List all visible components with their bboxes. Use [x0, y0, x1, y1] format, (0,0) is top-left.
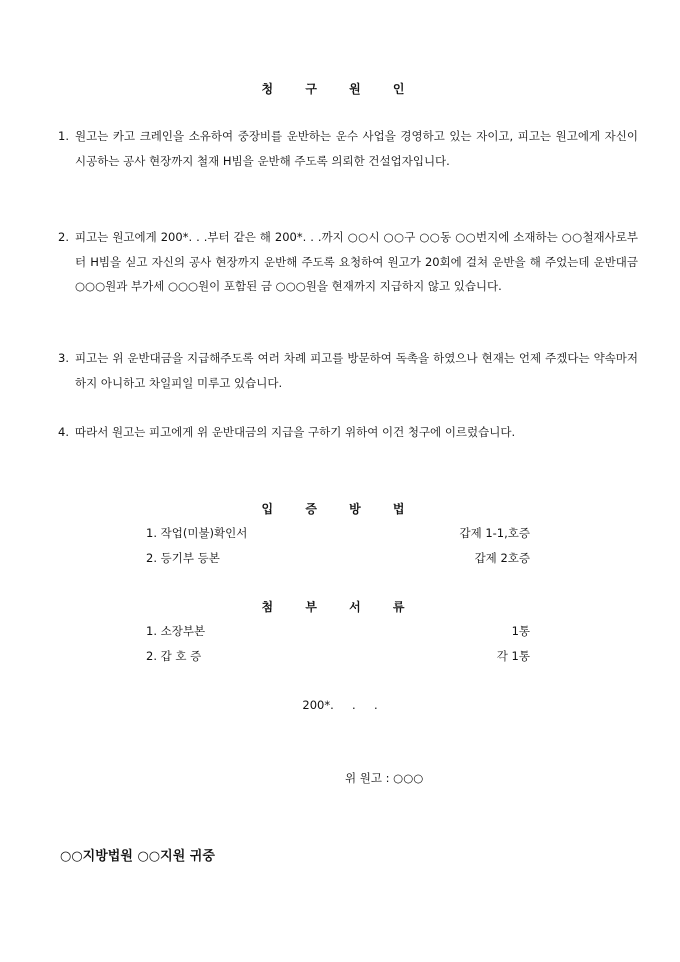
claim-paragraph-4: [58, 420, 638, 445]
evidence-value: 갑제 2호증: [474, 551, 530, 565]
claim-paragraph-3: [58, 346, 638, 395]
paragraph-number: 2.: [58, 230, 69, 244]
paragraph-text: 피고는 위 운반대금을 지급해주도록 여러 차례 피고를 방문하여 독촉을 하였으나 현재는 언제 주겠다는 약속마저 하지 아니하고 차일피일 미루고 있습니다.: [75, 351, 638, 390]
court-addressee: ○○지방법원 ○○지원 귀중: [60, 849, 215, 864]
claim-paragraph-2: [58, 225, 638, 299]
page-title: 청 구 원 인: [261, 82, 419, 96]
paragraph-text: 피고는 원고에게 200*. . .부터 같은 해 200*. . .까지 ○○시 ○○구 ○○동 ○○번지에 소재하는 ○○철재사로부터 H빔을 싣고 자신의 공사 현장까지 운반해 주도록 요청하여 원고가 20회에 걸쳐 운반을 해 주었는데 운반대금 ○○○원과 부가세 ○○○원이 포함된 금 ○○○원을 현재까지 지급하지 않고 있습니다.: [75, 230, 638, 293]
evidence-heading: 입 증 방 법: [261, 502, 419, 516]
paragraph-text: 따라서 원고는 피고에게 위 운반대금의 지급을 구하기 위하여 이건 청구에 이르렀습니다.: [75, 425, 516, 439]
filing-date: 200*. . .: [302, 698, 378, 712]
attachments-heading: 첨 부 서 류: [261, 600, 419, 614]
claim-paragraph-1: [58, 124, 638, 173]
paragraph-number: 3.: [58, 351, 69, 365]
plaintiff-signature: 위 원고 : ○○○: [345, 771, 424, 785]
attachment-label: 2. 갑 호 증: [146, 649, 202, 663]
evidence-label: 2. 등기부 등본: [146, 551, 220, 565]
paragraph-number: 1.: [58, 129, 69, 143]
evidence-label: 1. 작업(미불)확인서: [146, 526, 248, 540]
evidence-value: 갑제 1-1,호증: [459, 526, 530, 540]
paragraph-text: 원고는 카고 크레인을 소유하여 중장비를 운반하는 운수 사업을 경영하고 있는 자이고, 피고는 원고에게 자신이 시공하는 공사 현장까지 철재 H빔을 운반해 주도록 의뢰한 건설업자입니다.: [75, 129, 638, 168]
attachment-label: 1. 소장부본: [146, 624, 206, 638]
attachment-value: 1통: [511, 624, 530, 638]
paragraph-number: 4.: [58, 425, 69, 439]
attachment-value: 각 1통: [496, 649, 530, 663]
